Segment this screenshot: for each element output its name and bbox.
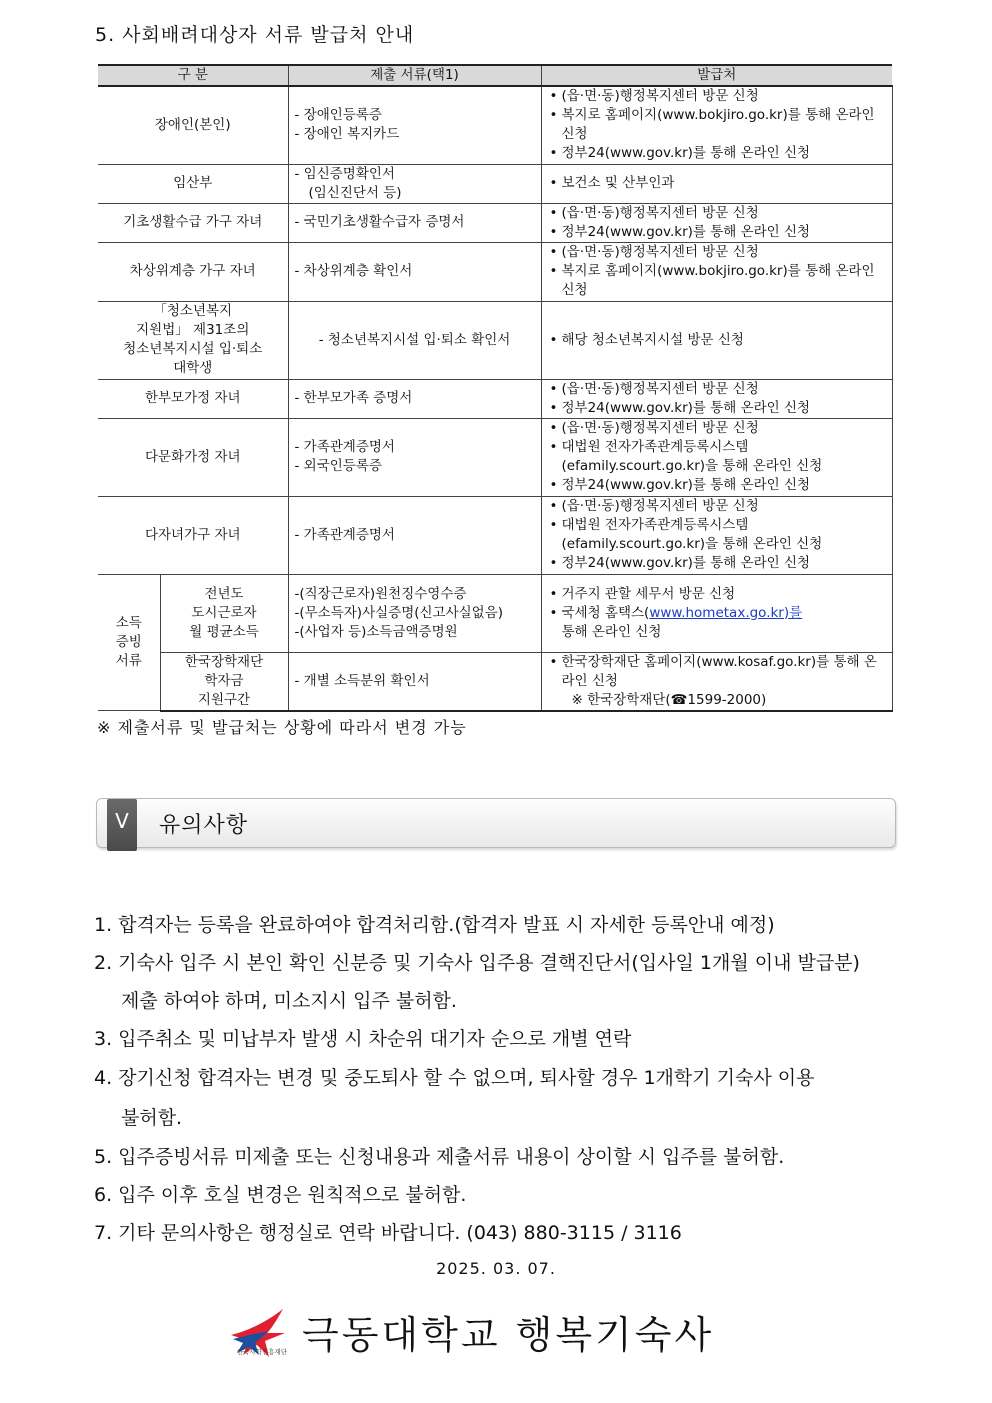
table-row — [98, 301, 892, 379]
row-issuers — [541, 418, 892, 496]
category-line: 한국장학재단 — [184, 653, 264, 670]
category-line: 「청소년복지 — [153, 303, 233, 319]
group-line: 서류 — [115, 652, 142, 669]
row-category — [160, 574, 288, 652]
issuer-item: • 해당 청소년복지시설 방문 신청 — [548, 331, 886, 350]
table-row — [98, 86, 892, 164]
category-line: 학자금 — [204, 672, 244, 689]
row-category: 차상위계층 가구 자녀 — [98, 242, 288, 301]
category-line: 전년도 — [204, 585, 244, 602]
header-issuer: 발급처 — [541, 65, 892, 86]
row-category: 한부모가정 자녀 — [98, 379, 288, 418]
row-issuers — [541, 496, 892, 574]
group-line: 증빙 — [115, 633, 142, 650]
row-issuers — [541, 164, 892, 203]
issuer-item: • (읍·면·동)행정복지센터 방문 신청 — [548, 419, 886, 438]
category-line: 대학생 — [173, 360, 213, 376]
row-documents: - 개별 소득분위 확인서 — [288, 652, 541, 711]
table-row — [98, 496, 892, 574]
row-category: 기초생활수급 가구 자녀 — [98, 203, 288, 242]
table-row — [98, 203, 892, 242]
row-category: 다자녀가구 자녀 — [98, 496, 288, 574]
row-documents — [288, 86, 541, 164]
row-issuers — [541, 242, 892, 301]
issuer-item: • 한국장학재단 홈페이지(www.kosaf.go.kr)를 통해 온라인 신청 — [548, 653, 886, 691]
document-item: -(무소득자)사실증명(신고사실없음) — [294, 604, 504, 621]
header-documents: 제출 서류(택1) — [288, 65, 541, 86]
category-line: 월 평균소득 — [189, 623, 259, 640]
issuer-item: • 보건소 및 산부인과 — [548, 174, 886, 193]
category-line: 도시근로자 — [191, 604, 257, 621]
header-category: 구 분 — [98, 65, 288, 86]
logo-caption: 한국사학진흥재단 — [236, 1348, 288, 1356]
document-issuer-table — [98, 64, 893, 712]
issuer-item: • 복지로 홈페이지(www.bokjiro.go.kr)를 통해 온라인 신청 — [548, 262, 886, 300]
issuer-item: • (읍·면·동)행정복지센터 방문 신청 — [548, 87, 886, 106]
issuer-text: 국세청 홈택스( — [561, 604, 650, 621]
row-category — [160, 652, 288, 711]
document-item: -(직장근로자)원천징수영수증 — [294, 585, 467, 602]
precaution-item: 5. 입주증빙서류 미제출 또는 신청내용과 제출서류 내용이 상이할 시 입주를 불허함. — [94, 1146, 785, 1168]
row-documents: - 가족관계증명서 — [288, 496, 541, 574]
section-number-badge: Ⅴ — [107, 799, 137, 851]
income-group-label — [98, 574, 160, 711]
issuer-item: • 거주지 관할 세무서 방문 신청 — [548, 585, 886, 604]
document-date: 2025. 03. 07. — [436, 1259, 556, 1278]
issuer-item: • 정부24(www.gov.kr)를 통해 온라인 신청 — [548, 554, 886, 573]
precaution-item: 7. 기타 문의사항은 행정실로 연락 바랍니다. (043) 880-3115 / 3116 — [94, 1222, 682, 1244]
row-documents — [288, 418, 541, 496]
row-issuers — [541, 301, 892, 379]
row-category: 장애인(본인) — [98, 86, 288, 164]
table-row — [98, 164, 892, 203]
issuer-item: • (읍·면·동)행정복지센터 방문 신청 — [548, 497, 886, 516]
precaution-text: 2. 기숙사 입주 시 본인 확인 신분증 및 기숙사 입주용 결핵진단서(입사일 1개월 이내 발급분) — [94, 952, 860, 974]
category-line: 지원법」 제31조의 — [136, 322, 250, 338]
kosaf-phone-note: ※ 한국장학재단(☎1599-2000) — [571, 691, 767, 708]
document-item: - 가족관계증명서 — [294, 439, 395, 455]
category-line: 청소년복지시설 입·퇴소 — [123, 341, 263, 357]
document-item: - 장애인 복지카드 — [294, 126, 400, 143]
row-issuers — [541, 574, 892, 652]
table-header-row — [98, 65, 892, 86]
issuer-item — [548, 604, 886, 642]
precaution-item: 1. 합격자는 등록을 완료하여야 합격처리함.(합격자 발표 시 자세한 등록안내 예정) — [94, 914, 775, 936]
row-documents: - 차상위계층 확인서 — [288, 242, 541, 301]
issuer-item: • 대법원 전자가족관계등록시스템 (efamily.scourt.go.kr)을 통해 온라인 신청 — [548, 516, 886, 554]
row-documents — [288, 164, 541, 203]
document-item: - 임신증명확인서 — [294, 165, 395, 182]
issuer-item: • (읍·면·동)행정복지센터 방문 신청 — [548, 243, 886, 262]
table-row — [98, 242, 892, 301]
table-row — [98, 418, 892, 496]
issuer-text: 통해 온라인 신청 — [561, 623, 662, 640]
issuer-item: • 정부24(www.gov.kr)를 통해 온라인 신청 — [548, 399, 886, 418]
row-documents: - 청소년복지시설 입·퇴소 확인서 — [288, 301, 541, 379]
issuer-item: • 정부24(www.gov.kr)를 통해 온라인 신청 — [548, 476, 886, 495]
table-footnote: ※ 제출서류 및 발급처는 상황에 따라서 변경 가능 — [97, 718, 467, 737]
issuer-item: • (읍·면·동)행정복지센터 방문 신청 — [548, 380, 886, 399]
issuer-item: • 복지로 홈페이지(www.bokjiro.go.kr)를 통해 온라인 신청 — [548, 106, 886, 144]
section-banner-title: 유의사항 — [159, 813, 249, 838]
row-category: 임산부 — [98, 164, 288, 203]
document-item: - 외국인등록증 — [294, 458, 382, 474]
issuer-item: • 대법원 전자가족관계등록시스템 (efamily.scourt.go.kr)을 통해 온라인 신청 — [548, 438, 886, 476]
precaution-text: 4. 장기신청 합격자는 변경 및 중도퇴사 할 수 없으며, 퇴사할 경우 1개학기 기숙사 이용 — [94, 1067, 815, 1089]
table-row — [98, 379, 892, 418]
row-issuers — [541, 203, 892, 242]
row-documents: - 한부모가족 증명서 — [288, 379, 541, 418]
row-documents — [288, 574, 541, 652]
document-item: - 장애인등록증 — [294, 107, 382, 124]
precaution-item — [94, 944, 898, 1020]
group-line: 소득 — [115, 614, 142, 631]
row-issuers — [541, 86, 892, 164]
precaution-item — [94, 1058, 898, 1138]
precaution-continuation: 불허함. — [121, 1107, 183, 1129]
hometax-link[interactable]: www.hometax.go.kr)를 — [649, 604, 803, 621]
issuer-item: • (읍·면·동)행정복지센터 방문 신청 — [548, 204, 886, 223]
row-issuers — [541, 379, 892, 418]
row-documents: - 국민기초생활수급자 증명서 — [288, 203, 541, 242]
precaution-item: 6. 입주 이후 호실 변경은 원칙적으로 불허함. — [94, 1184, 467, 1206]
issuer-item: • 정부24(www.gov.kr)를 통해 온라인 신청 — [548, 144, 886, 163]
precaution-item: 3. 입주취소 및 미납부자 발생 시 차순위 대기자 순으로 개별 연락 — [94, 1028, 632, 1050]
category-line: 지원구간 — [197, 691, 251, 708]
issuer-item: • 정부24(www.gov.kr)를 통해 온라인 신청 — [548, 223, 886, 242]
table-row — [98, 652, 892, 711]
row-category: 다문화가정 자녀 — [98, 418, 288, 496]
document-item: (임신진단서 등) — [308, 184, 402, 201]
precaution-continuation: 제출 하여야 하며, 미소지시 입주 불허함. — [121, 990, 457, 1012]
table-row — [98, 574, 892, 652]
row-category — [98, 301, 288, 379]
precautions-list — [94, 906, 898, 1252]
section-banner — [96, 798, 896, 848]
row-issuers — [541, 652, 892, 711]
document-item: -(사업자 등)소득금액증명원 — [294, 623, 458, 640]
section-heading: 5. 사회배려대상자 서류 발급처 안내 — [95, 24, 415, 46]
organization-name: 극동대학교 행복기숙사 — [302, 1313, 715, 1357]
